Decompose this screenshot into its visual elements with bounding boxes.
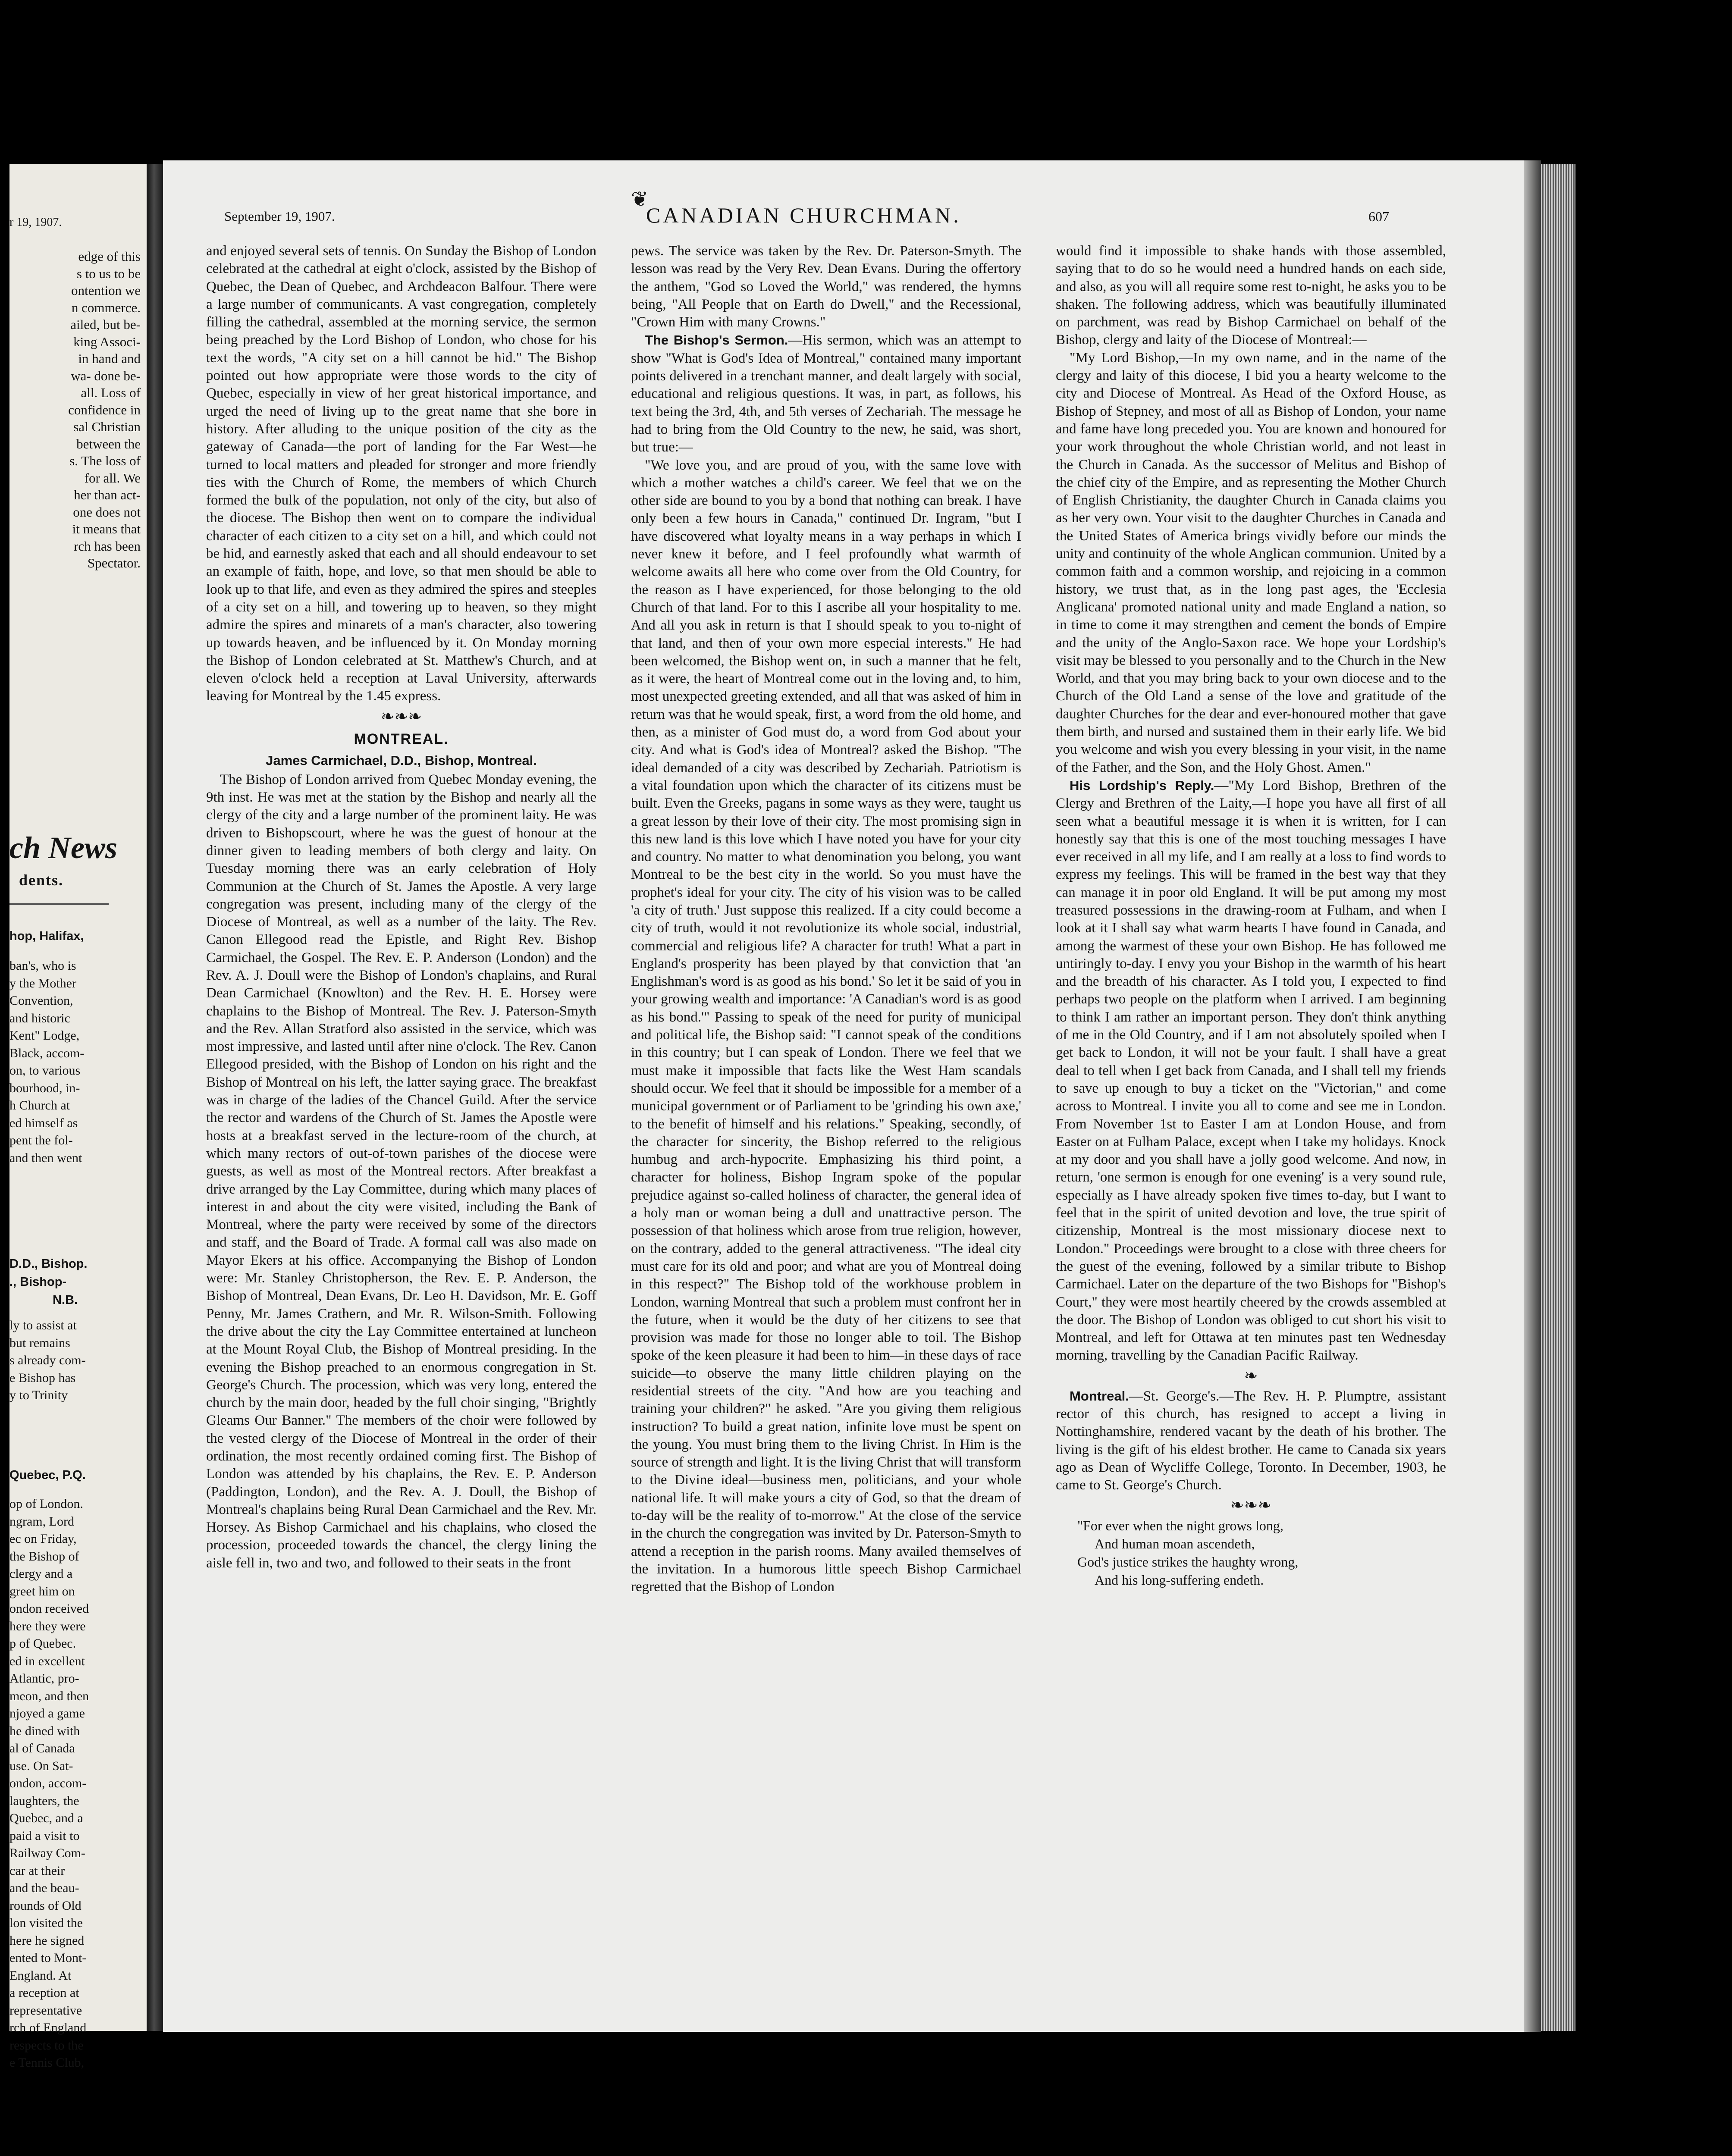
- sermon-body-paragraph: "We love you, and are proud of you, with the same love with which a mother watches a child's career. We feel that we on the other side are bound to you by a bond that nothing can break. I have only been a few hours in Canada," continued Dr. Ingram, "but I have discovered what loyalty means in a way perhaps in which I never knew it before, and I feel profoundly what warmth of welcome awaits all here who come over from the Old Country, for the reason as I have experienced, for those belonging to the old Church of that land. For to this I ascribe all your hospitality to me. And all you ask in return is that I should speak to you to-night of that land, and then of your own more especial interests." He had been welcomed, the Bishop went on, in such a manner that he felt, as it were, the heart of Montreal come out in the loving and, to him, most unexpected greeting extended, and all that was asked of him in return was that he would speak, first, a word from the old home, and then, as a minister of God must do, a word from God about your city. And what is God's idea of Montreal? asked the Bishop. "The ideal demanded of a city was described by Zechariah. Patriotism is a vital foundation upon which the character of its citizens must be built. Even the Greeks, pagans in some ways as they were, taught us a great lesson by their love of their city. The most promising sign in this new land is this love which I have noted you have for your city and country. No matter to what denomination you belong, you want Montreal to be the best city in the world. So you must have the prophet's ideal for your city. The city of his vision was to be called 'a city of truth.' Just suppose this realized. If a city could become a city of truth, would it not revolutionize its whole social, industrial, commercial and religious life? A character for truth! What a part in England's prosperity has been played by that conviction that 'an Englishman's word is as good as his bond.' So let it be said of you in your growing wealth and importance: 'A Canadian's word is as good as his bond.'" Passing to speak of the need for purity of municipal and political life, the Bishop said: "I cannot speak of the conditions in this country; but I can speak of London. There we feel that we must make it impossible that facts like the West Ham scandals should occur. We feel that it should be impossible for a member of a municipal government or of Parliament to be 'grinding his own axe,' to the benefit of himself and his relations." Speaking, secondly, of the character for sincerity, the Bishop referred to the religious humbug and arch-hypocrite. Emphasizing his third point, a character for holiness, Bishop Ingram spoke of the popular prejudice against so-called holiness of character, the general idea of a holy man or woman being a dull and unattractive person. The possession of that holiness which arose from true religion, however, on the contrary, added to the general attractiveness. "The ideal city must care for its old and poor; and what are you of Montreal doing in this respect?" The Bishop told of the workhouse problem in London, warning Montreal that such a problem must confront her in the future, when it would be the duty of her citizens to see that provision was made for those no longer able to toil. The Bishop spoke of the keen pleasure it had been to him—in these days of race suicide—to observe the many little children playing on the residential streets of the city. "And how are you teaching and training your children?" he asked. "Are you giving them religious instruction? To build a great nation, infinite love must be spent on the young. You must bring them to the living Christ. In Him is the source of strength and light. It is the living Christ that will transform to the Divine ideal—business men, politicians, and your whole national life. It will make yours a city of God, so that the dream of to-day will be the reality of to-morrow." At the close of the service in the church the congregation was invited by Dr. Paterson-Smyth to attend a reception in the parish rooms. Many availed themselves of the invitation. In a humorous little speech Bishop Carmichael regretted that the Bishop of London: [631, 457, 1021, 1595]
- previous-page-line: on, to various: [9, 1063, 81, 1078]
- previous-page-line: e Bishop has: [9, 1370, 76, 1385]
- previous-page-line: greet him on: [9, 1584, 75, 1598]
- previous-page-line: sal Christian: [73, 419, 141, 434]
- montreal-heading: MONTREAL.: [354, 730, 449, 747]
- previous-page-rule: [9, 903, 109, 905]
- previous-page-line: n commerce.: [71, 300, 141, 315]
- poem-line: And human moan ascendeth,: [1095, 1536, 1255, 1552]
- previous-page-line: ondon, accom-: [9, 1776, 87, 1790]
- book-page-edges: [1541, 164, 1575, 2031]
- previous-page-line: y the Mother: [9, 976, 76, 990]
- previous-page-line: meon, and then: [9, 1689, 89, 1703]
- column-1: [206, 242, 596, 2028]
- previous-page-line: ented to Mont-: [9, 1951, 87, 1965]
- block-heading-line-2: ., Bishop-: [9, 1275, 67, 1289]
- previous-page-line: s already com-: [9, 1353, 86, 1367]
- previous-page-line: Spectator.: [87, 555, 141, 570]
- previous-page-line: and then went: [9, 1150, 82, 1165]
- montreal-subheading: James Carmichael, D.D., Bishop, Montreal.: [266, 752, 537, 768]
- previous-page-line: pent the fol-: [9, 1133, 73, 1147]
- previous-page-line: here he signed: [9, 1933, 85, 1948]
- previous-page-line: e Tennis Club,: [9, 2056, 85, 2070]
- previous-page-line: h Church at: [9, 1098, 70, 1112]
- sermon-run-in-heading: The Bishop's Sermon.: [645, 332, 788, 348]
- previous-page-line: Kent" Lodge,: [9, 1028, 80, 1043]
- previous-page-line: one does not: [73, 504, 141, 520]
- service-paragraph: pews. The service was taken by the Rev. Dr. Paterson-Smyth. The lesson was read by the Very Rev. Dean Evans. During the offertory the anthem, "God so Loved the World," was rendered, the hymns being, "All People that on Earth do Dwell," and the Recessional, "Crown Him with many Crowns.": [631, 243, 1021, 330]
- previous-page-line: but remains: [9, 1335, 70, 1350]
- previous-page-line: rounds of Old: [9, 1898, 82, 1913]
- previous-page-line: and historic: [9, 1011, 70, 1025]
- previous-page-line: car at their: [9, 1863, 65, 1878]
- previous-page-line: ailed, but be-: [70, 317, 141, 332]
- previous-page-line: Convention,: [9, 993, 73, 1008]
- header-ornament-icon: ❦: [631, 188, 649, 211]
- block-heading: Quebec, P.Q.: [9, 1468, 86, 1482]
- column-3: [1056, 242, 1446, 2028]
- previous-page-line: clergy and a: [9, 1567, 73, 1581]
- poem-line: And his long-suffering endeth.: [1095, 1572, 1264, 1588]
- previous-page-line: representative: [9, 2003, 82, 2018]
- st-georges-run-in-heading: Montreal.: [1070, 1388, 1129, 1404]
- previous-page-line: op of London.: [9, 1497, 83, 1511]
- previous-page-line: rch has been: [74, 538, 141, 554]
- previous-page-line: Railway Com-: [9, 1846, 85, 1860]
- block-heading-line-3: N.B.: [53, 1293, 78, 1307]
- previous-page-line: edge of this: [78, 249, 141, 264]
- scan-border-top: [0, 0, 1732, 160]
- previous-page-line: all. Loss of: [81, 385, 141, 400]
- scan-border-left: [0, 0, 9, 2156]
- previous-page-line: England. At: [9, 1968, 72, 1983]
- previous-page-line: for all. We: [84, 470, 141, 486]
- quebec-visit-paragraph: and enjoyed several sets of tennis. On Sunday the Bishop of London celebrated at the cathedral at eight o'clock, assisted by the Bishop of Quebec, the Dean of Quebec, and Archdeacon Balfour. There were a large number of communicants. A vast congregation, completely filling the cathedral, assembled at the morning service, the sermon being preached by the Lord Bishop of London, who chose for his text the words, "A city set on a hill cannot be hid." The Bishop pointed out how appropriate were those words to the city of Quebec, especially in view of her great historical importance, and urged the need of living up to the great name that she bore in history. After alluding to the unique position of the city as the gateway of Canada—the port of landing for the Far West—he turned to local matters and pleaded for stronger and more friendly ties with the Church of Rome, the members of which Church formed the bulk of the population, not only of the city, but also of the diocese. The Bishop then went on to compare the individual character of each citizen to a city set on a hill, and which could not be hid, and earnestly asked that each and all should endeavour to set an example of faith, hope, and love, so that men should be able to look up to that life, and even as they admired the spires and steeples of a city set on a hill, and towering up to heaven, so they might admire the spires and minarets of a man's character, also towering up towards heaven, and be influenced by it. On Monday morning the Bishop of London celebrated at St. Matthew's Church, and at eleven o'clock held a reception at Laval University, afterwards leaving for Montreal by the 1.45 express.: [206, 243, 596, 704]
- block-heading: D.D., Bishop.: [9, 1257, 88, 1271]
- book-gutter: [147, 164, 163, 2031]
- poem-line: God's justice strikes the haughty wrong,: [1077, 1554, 1299, 1570]
- reply-run-in-heading: His Lordship's Reply.: [1070, 777, 1214, 793]
- previous-page-line: ontention we: [71, 283, 141, 298]
- previous-page-line: s to us to be: [76, 266, 141, 281]
- previous-page-line: al of Canada: [9, 1741, 75, 1755]
- previous-page-line: rch of England: [9, 2021, 87, 2035]
- previous-page-line: Atlantic, pro-: [9, 1671, 79, 1686]
- previous-page-line: ban's, who is: [9, 959, 76, 973]
- scan-border-bottom: [0, 2040, 1732, 2156]
- previous-page-fragment: [9, 164, 147, 2070]
- address-paragraph: "My Lord Bishop,—In my own name, and in the name of the clergy and laity of this diocese, I bid you a hearty welcome to the city and Diocese of Montreal. As Head of the Oxford House, as Bishop of Stepney, and most of all as Bishop of London, your name and fame have long preceded you. You are known and honoured for your work throughout the whole Christian world, and not least in the Church in Canada. As the successor of Melitus and Bishop of the chief city of the Empire, and as representing the Mother Church of English Christianity, the daughter Church in Canada claims you as her very own. Your visit to the daughter Churches in Canada and the United States of America brings vividly before our minds the unity and continuity of the whole Anglican communion. United by a common faith and a common worship, and rejoicing in a common history, we trust that, as in the long past ages, the 'Ecclesia Anglicana' promoted national unity and made England a nation, so in time to come it may strengthen and cement the bonds of Empire and the unity of the Anglo-Saxon race. We hope your Lordship's visit may be blessed to you personally and to the Church in the New World, and that you may bring back to your own diocese and to the Church of the Old Land a sense of the love and gratitude of the daughter Churches for the dear and ever-honoured mother that gave them birth, and nursed and sustained them in their early life. We bid you welcome and wish you every blessing in your visit, in the name of the Father, and the Son, and the Holy Ghost. Amen.": [1056, 350, 1446, 775]
- previous-page-line: it means that: [72, 521, 141, 536]
- reply-paragraph: [1056, 777, 1446, 1365]
- previous-page-line: and the beau-: [9, 1881, 79, 1895]
- page-number: 607: [1368, 209, 1389, 224]
- previous-page-line: in hand and: [78, 351, 141, 366]
- poem-line: "For ever when the night grows long,: [1077, 1518, 1283, 1534]
- previous-page-line: p of Quebec.: [9, 1636, 76, 1651]
- previous-page-block-quebec: [9, 1466, 147, 2072]
- header-date: September 19, 1907.: [224, 209, 335, 224]
- reply-text: —"My Lord Bishop, Brethren of the Clergy and Brethren of the Laity,—I hope you have all first of all seen what a beautiful message it is when it is written, for I can honestly say that this is one of the most touching messages I have ever received in all my life, and I am really at a loss to find words to express my feelings. This will be framed in the best way that they can manage it in poor old England. It will be put among my most treasured possessions in the drawing-room at Fulham, and when I look at it I shall say what warm hearts I have found in Canada, and among the warmest of these your own Bishop. He has followed me untiringly to-day. I envy you your Bishop in the warmth of his heart and the breadth of his character. As I told you, I expected to find perhaps two people on the platform when I arrived. I am beginning to think I am rather an important person. They don't think anything of me in the Old Country, and if I am not absolutely spoiled when I get back to London, it will not be your fault. I shall have a great deal to tell when I get back from Canada, and I shall tell my friends to save up enough to buy a ticket on the "Victorian," and come across to Montreal. I invite you all to come and see me in London. From November 1st to Easter I am at London House, and from Easter on at Fulham Palace, except when I take my holidays. Knock at my door and you shall have a jolly good welcome. And now, in return, 'one sermon is enough for one evening' is a very sound rule, especially as I have already spoken five times to-day, but I want to feel that in the spirit of united devotion and love, the true spirit of citizenship, Montreal is the most missionary diocese next to London." Proceedings were brought to a close with three cheers for the guest of the evening, followed by a similar tribute to Bishop Carmichael. Later on the departure of the two Bishops for "Bishop's Court," they were most heartily cheered by the crowds assembled at the door. The Bishop of London was obliged to cut short his visit to Montreal, and left for Ottawa at ten minutes past ten Wednesday morning, travelling by the Canadian Pacific Railway.: [1056, 777, 1446, 1363]
- previous-page-top-lines: [11, 248, 141, 572]
- block-heading: hop, Halifax,: [9, 929, 84, 943]
- scan-border-right: [1570, 0, 1732, 2156]
- previous-page-line: here they were: [9, 1619, 86, 1633]
- section-divider-ornament-icon: ❧❧❧: [380, 707, 422, 726]
- previous-page-line: ed in excellent: [9, 1654, 85, 1668]
- previous-page-line: king Associ-: [73, 334, 141, 349]
- montreal-visit-paragraph: The Bishop of London arrived from Quebec Monday evening, the 9th inst. He was met at the station by the Bishop and nearly all the clergy of the city and a large number of the prominent laity. He was driven to Bishopscourt, where he was the guest of honour at the dinner given to leading members of both clergy and laity. On Tuesday morning there was an early celebration of Holy Communion at the Church of St. James the Apostle. A very large congregation was present, including many of the clergy of the Diocese of Montreal, as well as a number of the laity. The Rev. Canon Ellegood read the Epistle, and Right Rev. Bishop Carmichael, the Gospel. The Rev. E. P. Anderson (London) and the Rev. A. J. Doull were the Bishop of London's chaplains, and Rural Dean Carmichael (Knowlton) and the Rev. H. E. Horsey were chaplains to the Bishop of Montreal. The Rev. J. Paterson-Smyth and the Rev. Allan Stratford also assisted in the service, which was most impressive, and lasted until after nine o'clock. The Rev. Canon Ellegood presided, with the Bishop of London on his right and the Bishop of Montreal on his left, the latter saying grace. The breakfast was in charge of the ladies of the Chancel Guild. After the service the rector and wardens of the Church of St. James the Apostle were hosts at a breakfast served in the lecture-room of the church, at which many rectors of out-of-town parishes of the diocese were guests, as well as most of the Montreal rectors. After breakfast a drive arranged by the Lay Committee, during which many places of interest in and about the city were visited, including the Bank of Montreal, where the party were received by some of the directors and staff, and the Board of Trade. A formal call was also made on Mayor Ekers at his office. Accompanying the Bishop of London were: Mr. Stanley Christopherson, the Rev. E. P. Anderson, the Bishop of Montreal, Dean Evans, Dr. Leo H. Davidson, Mr. E. Goff Penny, Mr. James Crathern, and Mr. R. Wilson-Smith. Following the drive about the city the Lay Committee entertained at luncheon at the Mount Royal Club, the Bishop of Montreal presiding. In the evening the Bishop preached to an enormous congregation in St. George's Church. The procession, which was very long, entered the church by the main door, headed by the full choir singing, "Brightly Gleams Our Banner." The members of the choir were followed by the vested clergy of the Diocese of Montreal in the order of their ordination, the most recently ordained coming first. The Bishop of London was attended by his chaplains, the Rev. E. P. Anderson (Paddington, London), and the Rev. A. J. Doull, the Bishop of Montreal's chaplains being Rural Dean Carmichael and the Rev. Mr. Horsey. As Bishop Carmichael and his chaplains, who closed the procession, proceeded towards the chancel, the clergy lining the aisle fell in, two and two, and followed to their seats in the front: [206, 771, 596, 1571]
- previous-page-line: between the: [76, 436, 141, 451]
- newspaper-page: [163, 160, 1524, 2032]
- previous-page-line: a reception at: [9, 1986, 79, 2000]
- previous-page-block-halifax: [9, 927, 147, 1167]
- st-georges-text: —St. George's.—The Rev. H. P. Plumptre, assistant rector of this church, has resigned to accept a living in Nottinghamshire, rendered vacant by the death of his brother. The living is the gift of his eldest brother. He came to Canada six years ago as Dean of Wycliffe College, Toronto. In December, 1903, he came to St. George's Church.: [1056, 1388, 1446, 1493]
- previous-page-line: ed himself as: [9, 1116, 78, 1130]
- previous-page-line: he dined with: [9, 1724, 80, 1738]
- previous-page-header: r 19, 1907.: [9, 216, 62, 229]
- previous-page-line: ngram, Lord: [9, 1514, 74, 1529]
- previous-page-line: ondon received: [9, 1601, 89, 1616]
- previous-page-line: paid a visit to: [9, 1828, 80, 1843]
- sermon-intro-paragraph: [631, 331, 1021, 456]
- st-georges-paragraph: [1056, 1387, 1446, 1495]
- previous-page-line: Quebec, and a: [9, 1811, 83, 1825]
- previous-page-news-subheading: dents.: [19, 871, 64, 889]
- previous-page-block-nb: [9, 1255, 147, 1404]
- previous-page-line: wa- done be-: [71, 368, 141, 383]
- previous-page-line: respects to the: [9, 2038, 84, 2053]
- previous-page-line: Black, accom-: [9, 1046, 85, 1060]
- previous-page-line: bourhood, in-: [9, 1081, 80, 1095]
- previous-page-line: lon visited the: [9, 1916, 83, 1930]
- previous-page-line: confidence in: [68, 402, 141, 417]
- reception-paragraph: would find it impossible to shake hands with those assembled, saying that to do so he would need a hundred hands on each side, and also, as you will all require some rest to-night, he asks you to be shaken. The following address, which was beautifully illuminated on parchment, was read by Bishop Carmichael on behalf of the Bishop, clergy and laity of the Diocese of Montreal:—: [1056, 243, 1446, 348]
- previous-page-news-heading: ch News: [9, 830, 117, 865]
- previous-page-line: laughters, the: [9, 1793, 79, 1808]
- page-header: [163, 160, 1524, 242]
- previous-page-line: ly to assist at: [9, 1318, 77, 1332]
- masthead-title: CANADIAN CHURCHMAN.: [646, 203, 961, 227]
- previous-page-line: her than act-: [74, 487, 141, 502]
- previous-page-line: ec on Friday,: [9, 1532, 77, 1546]
- column-2: [631, 242, 1021, 2028]
- page-edge-shadow: [1524, 160, 1541, 2032]
- previous-page-line: njoyed a game: [9, 1706, 85, 1720]
- previous-page-line: y to Trinity: [9, 1388, 68, 1402]
- sermon-intro-text: —His sermon, which was an attempt to show "What is God's Idea of Montreal," contained many important points delivered in a trenchant manner, and dealt largely with social, educational and religious questions. It was, in part, as follows, his text being the 3rd, 4th, and 5th verses of Zechariah. The message he had to bring from the Old Country to the new, he said, was short, but true:—: [631, 332, 1021, 455]
- divider-ornament-icon: ❧: [1244, 1366, 1258, 1385]
- previous-page-line: the Bishop of: [9, 1549, 79, 1564]
- previous-page-line: s. The loss of: [69, 453, 141, 468]
- previous-page-line: use. On Sat-: [9, 1758, 73, 1773]
- closing-ornament-icon: ❧❧❧: [1230, 1496, 1272, 1515]
